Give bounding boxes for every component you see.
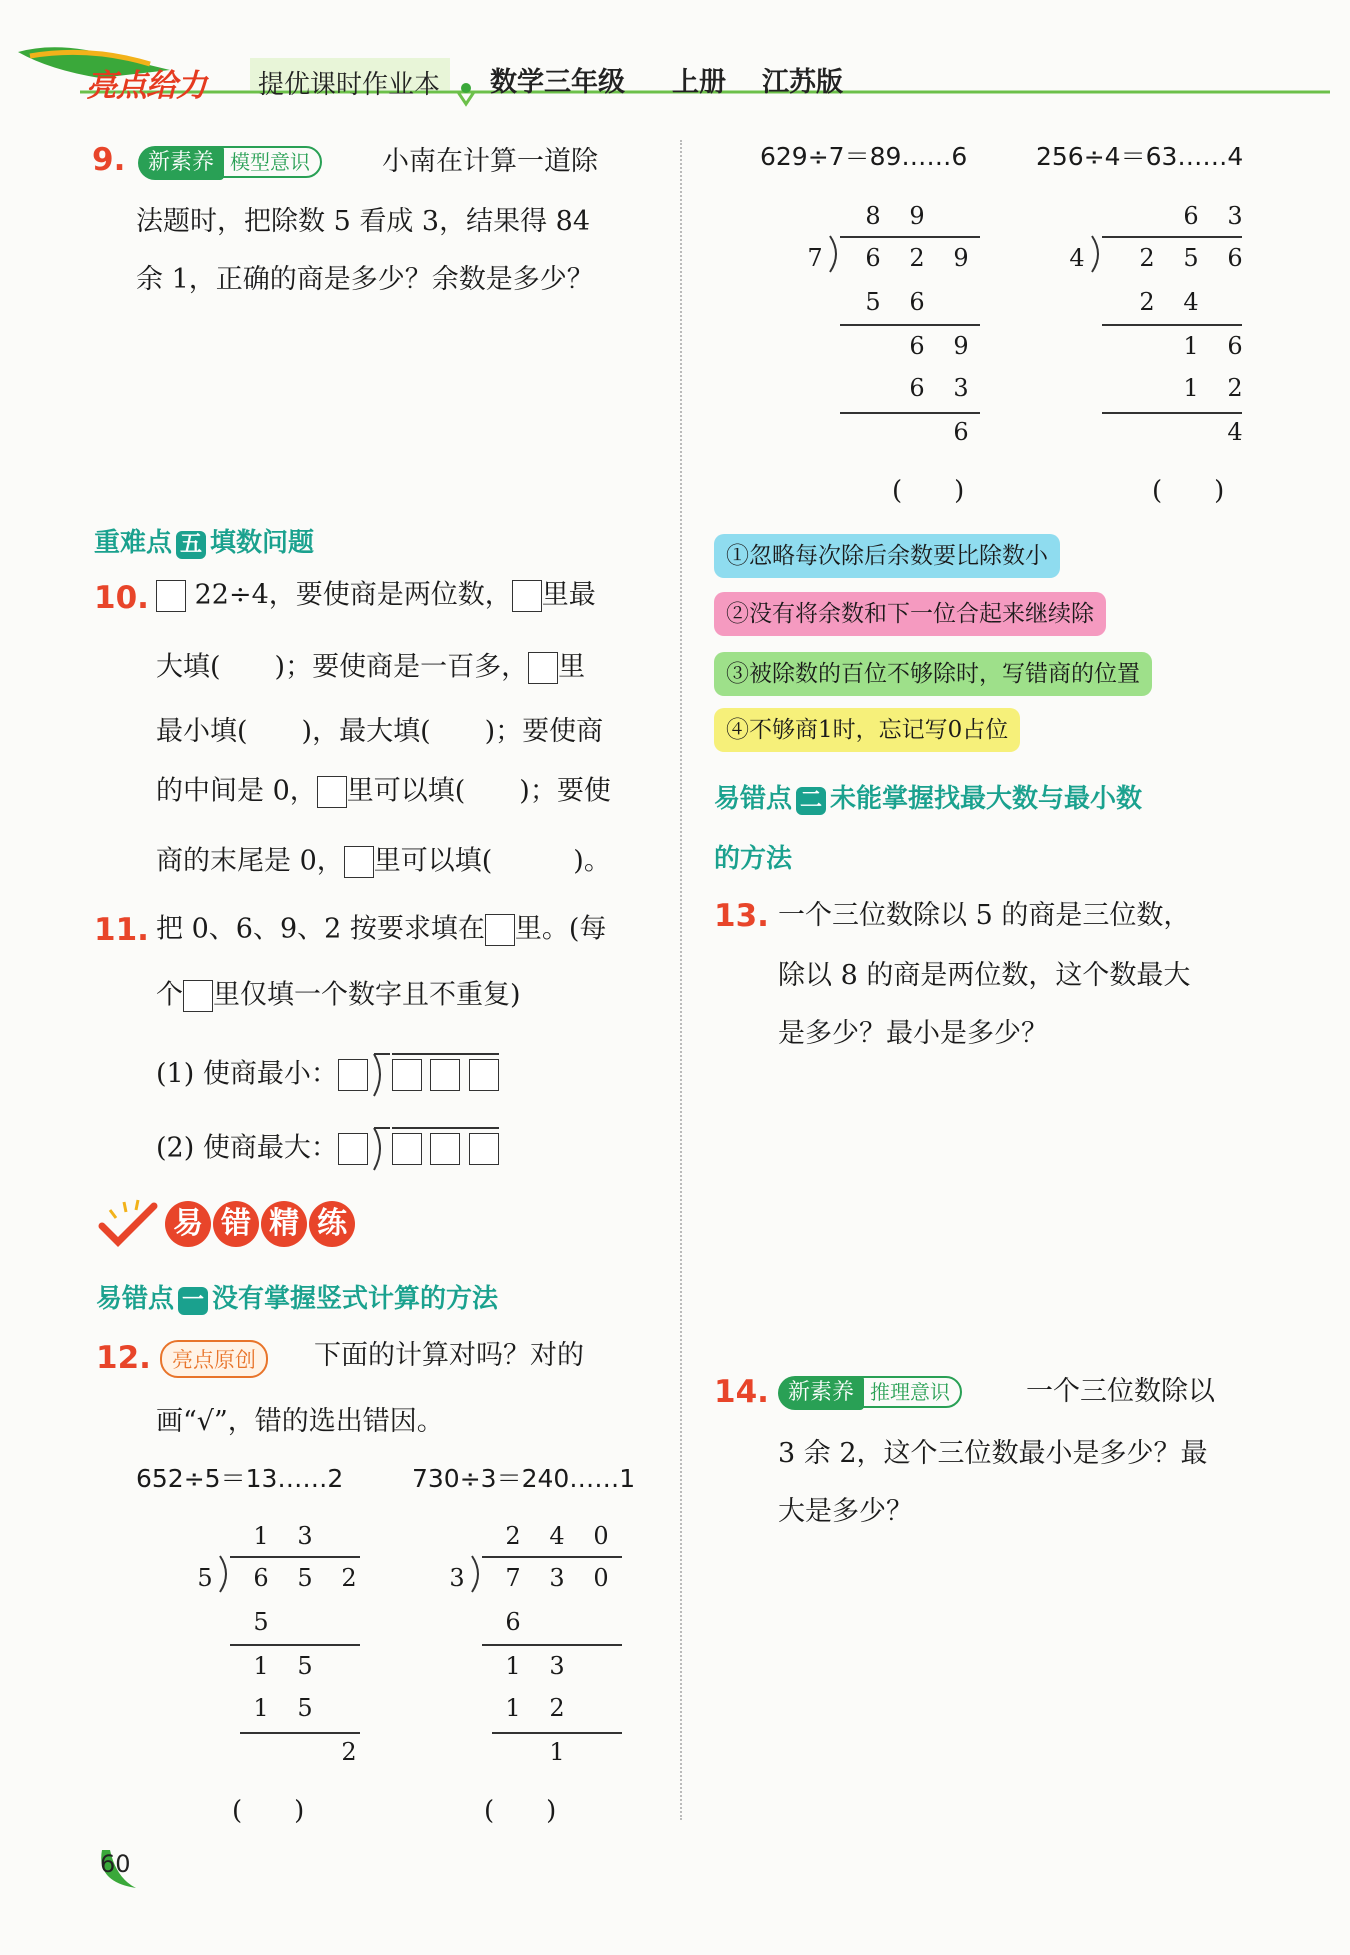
answer-box[interactable] [344, 846, 374, 878]
practice-title-char: 精 [261, 1201, 307, 1247]
answer-paren[interactable]: ( ) [1152, 476, 1225, 506]
checkmark-icon [96, 1196, 160, 1252]
error-reason-tag: ④不够商1时，忘记写0占位 [714, 708, 1020, 752]
q12-line2: 画“√”，错的选出错因。 [156, 1406, 444, 1437]
practice-section-title [96, 1196, 357, 1252]
q10-text: 22÷4，要使商是两位数， [194, 579, 512, 611]
section-heading [96, 1278, 498, 1315]
tag-sub: 推理意识 [858, 1376, 962, 1408]
q10-line4 [156, 776, 611, 808]
answer-box[interactable] [156, 580, 186, 612]
q10-line2 [156, 652, 585, 684]
dividend-box[interactable] [430, 1059, 460, 1091]
brand-logo: 亮点给力 [86, 68, 206, 104]
error-reason-tag: ③被除数的百位不够除时，写错商的位置 [714, 652, 1152, 696]
section-heading [714, 778, 1142, 815]
q9-line2: 法题时，把除数 5 看成 3，结果得 84 [136, 206, 591, 237]
tag-main: 新素养 [138, 146, 224, 180]
q11-part2 [156, 1126, 499, 1172]
q10-text: 商的末尾是 0， [156, 845, 344, 877]
q13-line2: 除以 8 的商是两位数，这个数最大 [778, 960, 1191, 991]
section-label-post: 填数问题 [210, 528, 315, 558]
question-number: 9. [92, 142, 126, 178]
q10-text: 里 [558, 651, 586, 683]
dividend-box[interactable] [392, 1133, 422, 1165]
answer-box[interactable] [317, 776, 347, 808]
q11-text: 里。(每 [514, 913, 607, 945]
q10-line1 [156, 580, 596, 612]
q9-line3: 余 1，正确的商是多少？余数是多少？ [136, 264, 594, 295]
section-label-post: 没有掌握竖式计算的方法 [212, 1284, 499, 1314]
original-tag: 亮点原创 [160, 1340, 268, 1378]
division-bracket-icon [218, 1554, 234, 1594]
q10-text: 里可以填( )。 [373, 845, 611, 877]
section-badge: 一 [178, 1287, 208, 1315]
page-header [0, 0, 1350, 120]
q10-text: 里最 [541, 579, 596, 611]
question-number: 11. [94, 912, 149, 948]
q11-part-label: (1) 使商最小： [156, 1058, 338, 1090]
q10-text: 里可以填( )；要使 [346, 775, 611, 807]
section-badge: 二 [796, 787, 826, 815]
q9-line1: 小南在计算一道除 [382, 146, 598, 177]
section-heading-cont: 的方法 [714, 844, 793, 874]
answer-box[interactable] [183, 980, 213, 1012]
q11-text: 里仅填一个数字且不重复) [213, 979, 521, 1011]
division-bracket-icon [1090, 234, 1106, 274]
section-heading [94, 522, 314, 559]
q13-line3: 是多少？最小是多少？ [778, 1018, 1048, 1049]
equation-2: 730÷3＝240……1 [412, 1464, 636, 1493]
q10-line3: 最小填( )，最大填( )；要使商 [156, 716, 604, 747]
dividend-box[interactable] [392, 1059, 422, 1091]
book-title: 提优课时作业本 [258, 70, 441, 100]
tag-main: 新素养 [778, 1376, 864, 1410]
q11-part1 [156, 1052, 499, 1098]
q10-text: 的中间是 0， [156, 775, 317, 807]
q11-line1 [156, 914, 606, 946]
question-number: 12. [96, 1340, 151, 1376]
divisor-box[interactable] [338, 1059, 368, 1091]
answer-box[interactable] [485, 914, 515, 946]
practice-title-char: 练 [309, 1201, 355, 1247]
q12-tag [160, 1340, 268, 1378]
equation-3: 629÷7＝89……6 [760, 142, 968, 171]
header-edition: 江苏版 [762, 67, 843, 98]
answer-paren[interactable]: ( ) [484, 1796, 557, 1826]
page-number: 60 [100, 1850, 131, 1878]
column-divider [680, 140, 682, 1820]
q11-text: 个 [156, 979, 183, 1011]
q11-text: 把 0、6、9、2 按要求填在 [156, 913, 485, 945]
section-label-pre: 易错点 [96, 1284, 175, 1314]
dividend-box[interactable] [430, 1133, 460, 1165]
q14-tag [778, 1376, 962, 1410]
q11-part-label: (2) 使商最大： [156, 1132, 338, 1164]
tag-sub: 模型意识 [218, 146, 322, 178]
question-number: 14. [714, 1374, 769, 1410]
answer-box[interactable] [528, 652, 558, 684]
q13-line1: 一个三位数除以 5 的商是三位数， [778, 900, 1191, 931]
answer-box[interactable] [512, 580, 542, 612]
q14-line3: 大是多少？ [778, 1496, 913, 1527]
divisor-box[interactable] [338, 1133, 368, 1165]
section-label-post: 未能掌握找最大数与最小数 [830, 784, 1143, 814]
q11-line2 [156, 980, 521, 1012]
question-number: 13. [714, 898, 769, 934]
header-subject: 数学三年级 [490, 67, 625, 98]
answer-paren[interactable]: ( ) [892, 476, 965, 506]
q10-text: 大填( )；要使商是一百多， [156, 651, 529, 683]
q14-line1: 一个三位数除以 [1026, 1376, 1215, 1407]
practice-title [165, 1201, 357, 1247]
q14-line2: 3 余 2，这个三位数最小是多少？最 [778, 1438, 1208, 1469]
q10-line5 [156, 846, 611, 878]
dividend-box[interactable] [469, 1133, 499, 1165]
practice-title-char: 易 [165, 1201, 211, 1247]
question-9 [92, 142, 125, 178]
section-badge: 五 [176, 531, 206, 559]
section-label-pre: 易错点 [714, 784, 793, 814]
equation-4: 256÷4＝63……4 [1036, 142, 1244, 171]
question-number: 10. [94, 580, 149, 616]
error-reason-tag: ①忽略每次除后余数要比除数小 [714, 534, 1060, 578]
answer-paren[interactable]: ( ) [232, 1796, 305, 1826]
q9-tag [138, 146, 322, 180]
practice-title-char: 错 [213, 1201, 259, 1247]
dividend-box[interactable] [469, 1059, 499, 1091]
q12-line1: 下面的计算对吗？对的 [314, 1340, 584, 1371]
division-bracket-icon [470, 1554, 486, 1594]
section-label-pre: 重难点 [94, 528, 173, 558]
equation-1: 652÷5＝13……2 [136, 1464, 344, 1493]
error-reason-tag: ②没有将余数和下一位合起来继续除 [714, 592, 1106, 636]
division-bracket-icon [370, 1126, 390, 1172]
header-volume: 上册 [672, 67, 726, 98]
division-bracket-icon [370, 1052, 390, 1098]
division-bracket-icon [828, 234, 844, 274]
